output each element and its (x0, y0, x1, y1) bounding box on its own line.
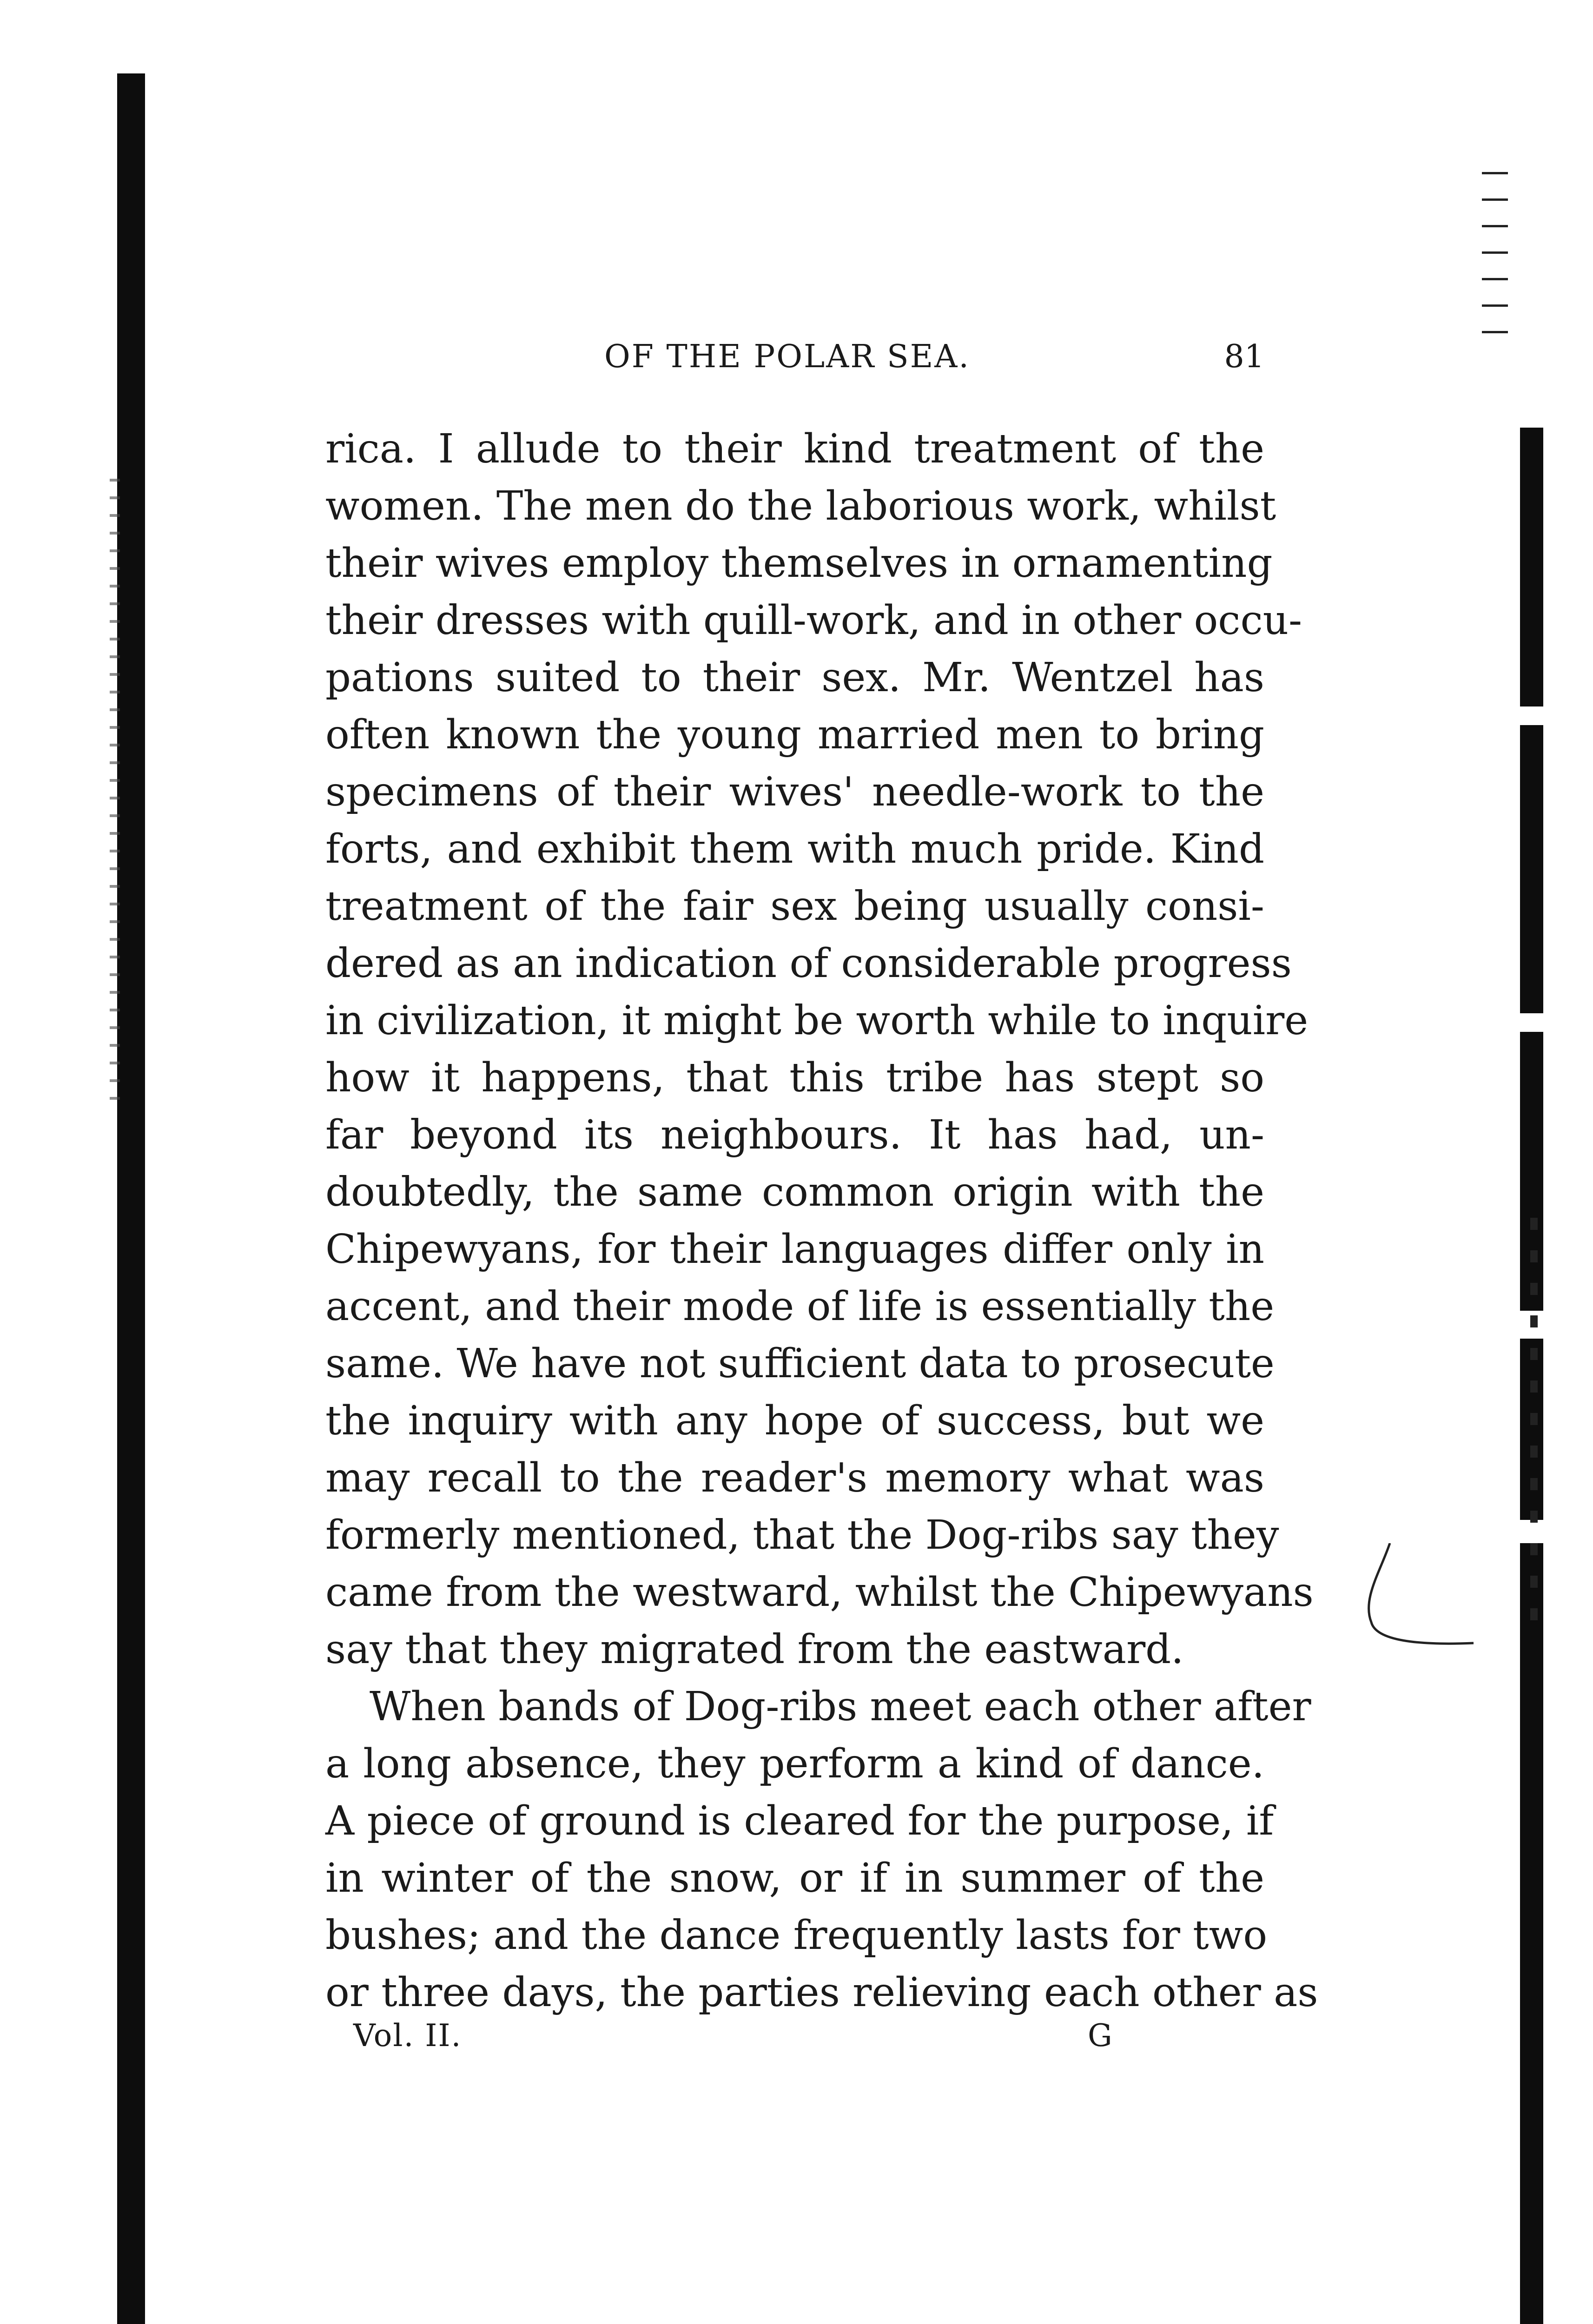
text-line: the inquiry with any hope of success, but we (325, 1398, 1264, 1444)
text-line: often known the young married men to bring (325, 712, 1264, 758)
text-line: Chipewyans, for their languages differ only in (325, 1226, 1264, 1273)
scan-marks-right (1482, 172, 1508, 376)
text-line: dered as an indication of considerable progress (325, 940, 1292, 987)
text-line: forts, and exhibit them with much pride. Kind (325, 826, 1264, 872)
volume-mark: Vol. II. (353, 2018, 462, 2053)
signature-line (353, 2013, 1144, 2059)
running-title: OF THE POLAR SEA. (604, 338, 970, 375)
text-line: in winter of the snow, or if in summer of the (325, 1855, 1264, 1901)
scan-binding-edge-left (117, 73, 145, 2324)
text-line: rica. I allude to their kind treatment of the (325, 426, 1264, 472)
text-line: in civilization, it might be worth while to inquire (325, 997, 1309, 1044)
page-number: 81 (1224, 338, 1264, 375)
text-line: bushes; and the dance frequently lasts for two (325, 1912, 1268, 1959)
scan-marks-right-lower (1530, 1218, 1538, 1636)
text-line: pations suited to their sex. Mr. Wentzel has (325, 654, 1264, 701)
body-text (325, 421, 1318, 2021)
text-line: or three days, the parties relieving each other as (325, 1969, 1318, 2016)
text-line: how it happens, that this tribe has stept so (325, 1055, 1264, 1101)
text-line: a long absence, they perform a kind of dance. (325, 1741, 1264, 1787)
text-line: accent, and their mode of life is essentially the (325, 1283, 1275, 1330)
text-line: women. The men do the laborious work, whilst (325, 483, 1276, 529)
text-line: came from the westward, whilst the Chipewyans (325, 1569, 1314, 1616)
text-line: doubtedly, the same common origin with the (325, 1169, 1264, 1215)
text-line: A piece of ground is cleared for the purpose, if (325, 1798, 1274, 1844)
text-line: may recall to the reader's memory what was (325, 1455, 1264, 1501)
text-line: formerly mentioned, that the Dog-ribs say they (325, 1512, 1279, 1558)
signature-mark: G (1088, 2018, 1112, 2053)
text-line: specimens of their wives' needle-work to the (325, 769, 1264, 815)
scan-speckle-left (110, 479, 120, 1106)
text-line: their dresses with quill-work, and in other occu- (325, 597, 1302, 644)
text-line: same. We have not sufficient data to prosecute (325, 1340, 1275, 1387)
running-head (325, 334, 1264, 380)
text-line: their wives employ themselves in ornamenting (325, 540, 1273, 587)
text-line: far beyond its neighbours. It has had, un- (325, 1112, 1264, 1158)
text-line: say that they migrated from the eastward. (325, 1626, 1184, 1673)
text-line: When bands of Dog-ribs meet each other after (370, 1684, 1311, 1730)
text-line: treatment of the fair sex being usually consi- (325, 883, 1264, 930)
pencil-mark (1362, 1543, 1478, 1664)
